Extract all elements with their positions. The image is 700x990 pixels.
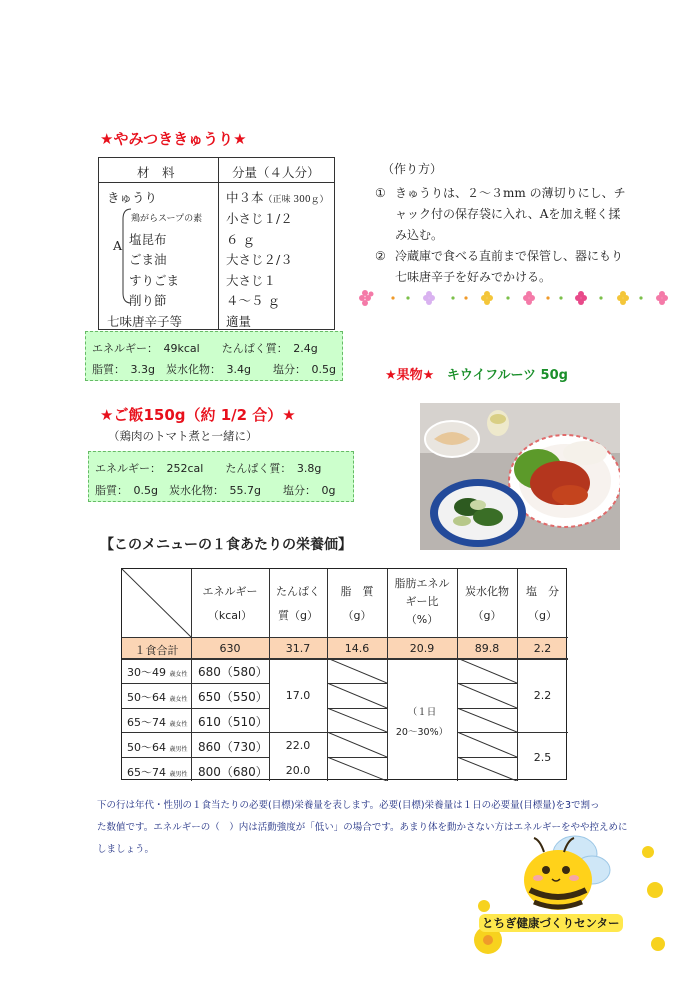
meal-photo <box>420 403 620 550</box>
total-carb: 89.8 <box>474 642 500 655</box>
total-label: １食合計 <box>134 644 179 657</box>
fruit-name: キウイフルーツ 50g <box>446 368 568 383</box>
recipe-title: ★やみつききゅうり★ <box>100 130 247 148</box>
ingredient-name: 削り節 <box>129 293 167 308</box>
rice-nutrition-box <box>88 451 354 502</box>
summary-title: 【このメニューの１食あたりの栄養価】 <box>100 537 352 553</box>
ingredient-amount: ４～５ ｇ <box>226 293 280 308</box>
rice-title: ★ご飯150g（約 1/2 合）★ <box>100 406 296 424</box>
flower-divider-icon <box>358 290 678 306</box>
ingredient-amount: 適量 <box>226 314 252 329</box>
male-protein: 22.0 <box>285 739 311 752</box>
nutrition-line: エネルギー： 252cal たんぱく質： 3.8g <box>95 462 322 475</box>
col-amount-header: 分量（４人分） <box>232 165 320 180</box>
ingredient-name: ごま油 <box>129 252 167 267</box>
ingredient-amount: ６ ｇ <box>226 232 255 247</box>
age-row-label: 50～64 歳女性 <box>127 691 188 704</box>
total-fat-ratio: 20.9 <box>409 642 435 655</box>
age-row-energy: 800（680） <box>198 765 268 779</box>
age-row-energy: 680（580） <box>198 665 268 679</box>
header-carb: 炭水化物 （g） <box>465 585 509 622</box>
nutrition-line: 脂質： 0.5g 炭水化物： 55.7g 塩分： 0g <box>95 484 336 497</box>
fruit-line <box>385 364 568 383</box>
ingredient-name: きゅうり <box>107 190 158 205</box>
ingredient-amount: 中３本（正味 300ｇ） <box>226 190 329 205</box>
col-material-header: 材 料 <box>137 165 175 180</box>
age-row-energy: 610（510） <box>198 715 268 729</box>
female-protein: 17.0 <box>285 689 311 702</box>
female-salt: 2.2 <box>533 689 552 702</box>
recipe-nutrition-box <box>85 331 343 381</box>
header-fat-ratio: 脂肪エネル ギー比 （%） <box>394 577 450 626</box>
ingredient-name: 鶏がらスープの素 <box>131 214 203 224</box>
age-row-energy: 650（550） <box>198 690 268 704</box>
age-row-energy: 860（730） <box>198 740 268 754</box>
male-protein: 20.0 <box>285 764 311 777</box>
ingredients-table <box>98 157 335 330</box>
fruit-label: ★果物★ <box>385 368 435 383</box>
total-protein: 31.7 <box>285 642 311 655</box>
ingredient-name: 七味唐辛子等 <box>107 314 183 329</box>
age-row-label: 65～74 歳女性 <box>127 716 188 729</box>
rice-note: （鶏肉のトマト煮と一緒に） <box>108 429 258 443</box>
method-title: （作り方） <box>382 162 443 176</box>
ingredient-amount: 大さじ２/３ <box>226 252 293 267</box>
organization-name: とちぎ健康づくりセンター <box>479 914 623 932</box>
total-salt: 2.2 <box>533 642 552 655</box>
header-salt: 塩 分 （g） <box>526 585 559 622</box>
ingredient-amount: 大さじ１ <box>226 273 277 288</box>
total-fat: 14.6 <box>344 642 370 655</box>
fat-diagonal-cells <box>327 658 387 781</box>
ingredient-amount: 小さじ１/２ <box>226 211 293 226</box>
carb-diagonal-cells <box>457 658 517 781</box>
male-salt: 2.5 <box>533 751 552 764</box>
age-row-label: 30～49 歳女性 <box>127 666 188 679</box>
nutrition-line: エネルギー： 49kcal たんぱく質： 2.4g <box>92 342 318 355</box>
total-energy: 630 <box>219 642 241 655</box>
header-protein: たんぱく 質（g） <box>276 585 320 622</box>
age-row-label: 65～74 歳男性 <box>127 766 188 779</box>
bee-mascot-icon <box>470 832 670 972</box>
header-energy: エネルギー （kcal） <box>202 585 258 622</box>
age-row-label: 50～64 歳男性 <box>127 741 188 754</box>
group-a-label: A <box>113 238 123 253</box>
ingredient-name: 塩昆布 <box>129 232 167 247</box>
nutrition-summary-table <box>121 568 567 780</box>
fat-ratio-range: （１日 20～30%） <box>395 707 449 738</box>
header-fat: 脂 質 （g） <box>340 585 374 622</box>
header-diagonal <box>122 569 191 637</box>
ingredient-name: すりごま <box>129 273 180 288</box>
nutrition-line: 脂質： 3.3g 炭水化物： 3.4g 塩分： 0.5g <box>92 363 336 376</box>
note-paragraph: 下の行は年代・性別の１食当たりの必要(目標)栄養量を表します。必要(目標)栄養量は１日の必要量(目標量)を3で割っ た数値です。エネルギーの（ ）内は活動強度が「低い」の場合です。あまり体を動かさない方はエネルギーをやや控えめに しましょう。 <box>97 800 628 855</box>
